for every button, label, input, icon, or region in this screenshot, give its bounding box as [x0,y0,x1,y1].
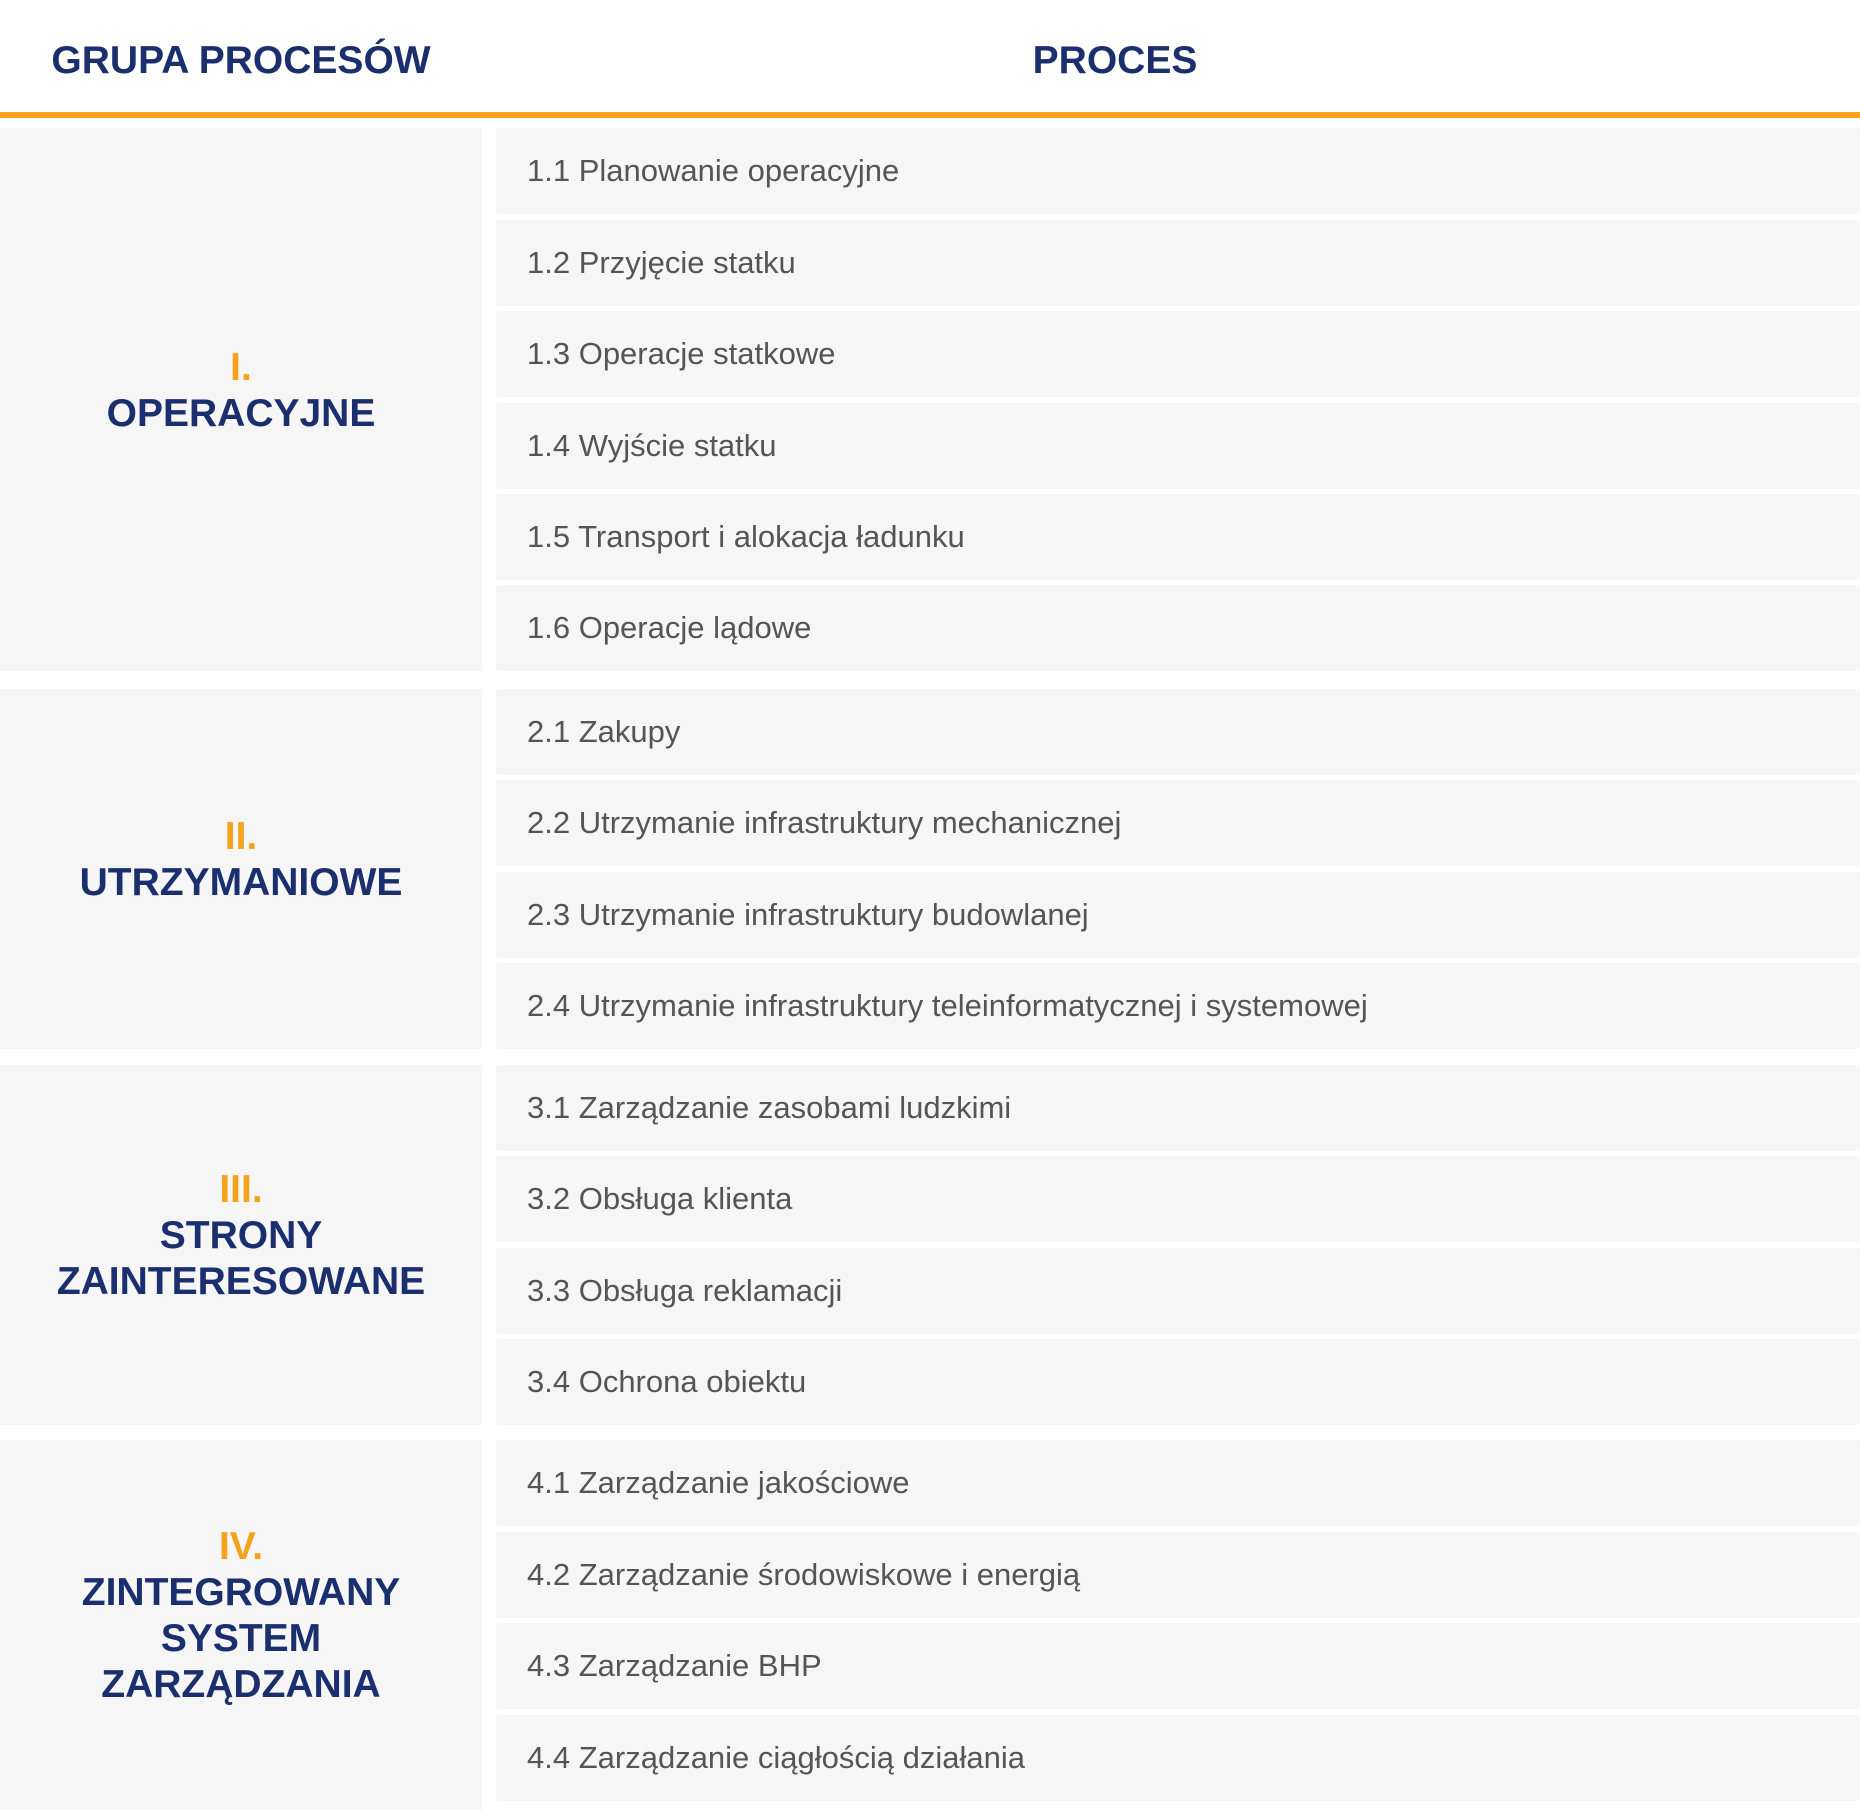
group-roman-numeral: III. [219,1168,263,1211]
table-header [0,0,1860,118]
group-roman-numeral: IV. [218,1525,264,1568]
group-name: ZINTEGROWANY SYSTEM ZARZĄDZANIA [81,1571,401,1706]
group-cell [0,689,482,1049]
process-row: 2.1 Zakupy [496,689,1860,775]
process-row: 2.3 Utrzymanie infrastruktury budowlanej [496,872,1860,958]
process-row: 4.1 Zarządzanie jakościowe [496,1440,1860,1526]
process-row: 1.2 Przyjęcie statku [496,220,1860,306]
process-row: 3.3 Obsługa reklamacji [496,1248,1860,1334]
group-name: OPERACYJNE [106,391,376,435]
group-cell [0,1440,482,1810]
process-row: 4.4 Zarządzanie ciągłością działania [496,1715,1860,1801]
process-column-header: PROCES [1032,39,1198,82]
process-row: 3.2 Obsługa klienta [496,1156,1860,1242]
process-row: 1.5 Transport i alokacja ładunku [496,494,1860,580]
group-block-operacyjne [0,128,1860,671]
group-name: UTRZYMANIOWE [79,861,403,904]
group-block-zintegrowany-system [0,1440,1860,1810]
process-row: 1.3 Operacje statkowe [496,311,1860,397]
process-row: 3.4 Ochrona obiektu [496,1339,1860,1425]
group-block-strony-zainteresowane [0,1065,1860,1425]
group-cell [0,1065,482,1425]
group-column-header: GRUPA PROCESÓW [51,39,431,82]
process-row: 2.2 Utrzymanie infrastruktury mechanicznej [496,780,1860,866]
group-cell [0,128,482,671]
process-row: 2.4 Utrzymanie infrastruktury teleinformatycznej i systemowej [496,963,1860,1049]
process-row: 1.4 Wyjście statku [496,403,1860,489]
group-roman-numeral: II. [224,815,258,858]
process-row: 4.2 Zarządzanie środowiskowe i energią [496,1532,1860,1618]
process-row: 3.1 Zarządzanie zasobami ludzkimi [496,1065,1860,1151]
group-block-utrzymaniowe [0,689,1860,1049]
group-roman-numeral: I. [230,345,252,389]
process-row: 1.1 Planowanie operacyjne [496,128,1860,214]
process-row: 4.3 Zarządzanie BHP [496,1623,1860,1709]
process-row: 1.6 Operacje lądowe [496,585,1860,671]
group-name: STRONY ZAINTERESOWANE [56,1214,426,1303]
